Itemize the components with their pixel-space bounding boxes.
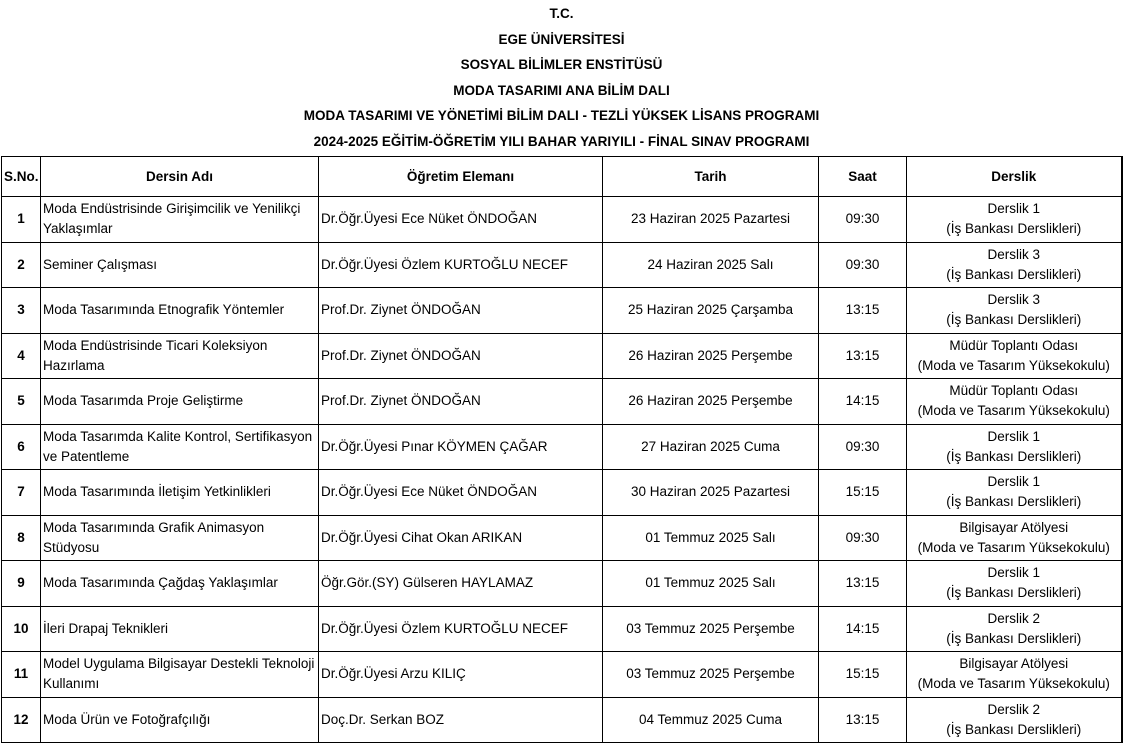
column-header-course: Dersin Adı xyxy=(41,157,319,197)
exam-date: 01 Temmuz 2025 Salı xyxy=(603,561,819,607)
table-row xyxy=(2,652,1122,698)
course-name: Moda Tasarımda Proje Geliştirme xyxy=(41,379,319,425)
table-header-row xyxy=(2,157,1122,197)
room-building: (İş Bankası Derslikleri) xyxy=(946,312,1082,328)
exam-date: 27 Haziran 2025 Cuma xyxy=(603,424,819,470)
row-number: 3 xyxy=(2,288,41,334)
room-building: (İş Bankası Derslikleri) xyxy=(946,585,1082,601)
exam-date: 04 Temmuz 2025 Cuma xyxy=(603,697,819,742)
instructor-name: Doç.Dr. Serkan BOZ xyxy=(319,697,603,742)
instructor-name: Dr.Öğr.Üyesi Cihat Okan ARIKAN xyxy=(319,515,603,561)
room-name: Derslik 2 xyxy=(987,610,1040,626)
exam-time: 09:30 xyxy=(819,424,907,470)
course-name: Model Uygulama Bilgisayar Destekli Teknoloji Kullanımı xyxy=(41,652,319,698)
row-number: 2 xyxy=(2,242,41,288)
room-name: Bilgisayar Atölyesi xyxy=(959,519,1069,535)
instructor-name: Dr.Öğr.Üyesi Ece Nüket ÖNDOĞAN xyxy=(319,470,603,516)
exam-room xyxy=(907,242,1122,288)
exam-time: 15:15 xyxy=(819,470,907,516)
row-number: 1 xyxy=(2,197,41,243)
course-name: Moda Tasarımında Etnografik Yöntemler xyxy=(41,288,319,334)
room-building: (Moda ve Tasarım Yüksekokulu) xyxy=(917,676,1110,692)
column-header-instructor: Öğretim Elemanı xyxy=(319,157,603,197)
instructor-name: Prof.Dr. Ziynet ÖNDOĞAN xyxy=(319,333,603,379)
exam-room xyxy=(907,606,1122,652)
room-building: (İş Bankası Derslikleri) xyxy=(946,221,1082,237)
row-number: 9 xyxy=(2,561,41,607)
exam-room xyxy=(907,288,1122,334)
header-line-department: MODA TASARIMI ANA BİLİM DALI xyxy=(453,82,670,98)
row-number: 8 xyxy=(2,515,41,561)
exam-room xyxy=(907,697,1122,742)
room-building: (İş Bankası Derslikleri) xyxy=(946,448,1082,464)
row-number: 4 xyxy=(2,333,41,379)
room-name: Derslik 2 xyxy=(987,701,1040,717)
instructor-name: Dr.Öğr.Üyesi Pınar KÖYMEN ÇAĞAR xyxy=(319,424,603,470)
exam-room xyxy=(907,424,1122,470)
exam-time: 09:30 xyxy=(819,197,907,243)
header-line-tc: T.C. xyxy=(549,6,574,21)
room-name: Bilgisayar Atölyesi xyxy=(959,656,1069,672)
exam-room xyxy=(907,197,1122,243)
exam-date: 25 Haziran 2025 Çarşamba xyxy=(603,288,819,334)
exam-room xyxy=(907,515,1122,561)
room-name: Müdür Toplantı Odası xyxy=(949,383,1079,399)
row-number: 6 xyxy=(2,424,41,470)
exam-date: 23 Haziran 2025 Pazartesi xyxy=(603,197,819,243)
table-row xyxy=(2,606,1122,652)
room-name: Derslik 1 xyxy=(987,474,1040,490)
exam-date: 26 Haziran 2025 Perşembe xyxy=(603,379,819,425)
course-name: Moda Tasarımda Kalite Kontrol, Sertifikasyon ve Patentleme xyxy=(41,424,319,470)
exam-time: 13:15 xyxy=(819,697,907,742)
exam-time: 15:15 xyxy=(819,652,907,698)
room-building: (İş Bankası Derslikleri) xyxy=(946,494,1082,510)
course-name: Moda Tasarımında Grafik Animasyon Stüdyosu xyxy=(41,515,319,561)
instructor-name: Prof.Dr. Ziynet ÖNDOĞAN xyxy=(319,288,603,334)
course-name: Moda Endüstrisinde Girişimcilik ve Yenilikçi Yaklaşımlar xyxy=(41,197,319,243)
column-header-time: Saat xyxy=(819,157,907,197)
room-building: (Moda ve Tasarım Yüksekokulu) xyxy=(917,539,1110,555)
header-line-term: 2024-2025 EĞİTİM-ÖĞRETİM YILI BAHAR YARIYILI - FİNAL SINAV PROGRAMI xyxy=(313,133,810,149)
exam-time: 14:15 xyxy=(819,606,907,652)
room-building: (İş Bankası Derslikleri) xyxy=(946,721,1082,737)
exam-time: 09:30 xyxy=(819,242,907,288)
room-building: (İş Bankası Derslikleri) xyxy=(946,630,1082,646)
course-name: Moda Endüstrisinde Ticari Koleksiyon Hazırlama xyxy=(41,333,319,379)
header-line-university: EGE ÜNİVERSİTESİ xyxy=(498,31,625,47)
instructor-name: Prof.Dr. Ziynet ÖNDOĞAN xyxy=(319,379,603,425)
table-row xyxy=(2,379,1122,425)
table-row xyxy=(2,288,1122,334)
instructor-name: Dr.Öğr.Üyesi Arzu KILIÇ xyxy=(319,652,603,698)
room-name: Müdür Toplantı Odası xyxy=(949,337,1079,353)
instructor-name: Dr.Öğr.Üyesi Özlem KURTOĞLU NECEF xyxy=(319,606,603,652)
exam-room xyxy=(907,561,1122,607)
instructor-name: Dr.Öğr.Üyesi Özlem KURTOĞLU NECEF xyxy=(319,242,603,288)
exam-time: 14:15 xyxy=(819,379,907,425)
table-row xyxy=(2,561,1122,607)
instructor-name: Dr.Öğr.Üyesi Ece Nüket ÖNDOĞAN xyxy=(319,197,603,243)
course-name: İleri Drapaj Teknikleri xyxy=(41,606,319,652)
room-name: Derslik 1 xyxy=(987,565,1040,581)
exam-time: 13:15 xyxy=(819,561,907,607)
exam-time: 13:15 xyxy=(819,333,907,379)
table-row xyxy=(2,424,1122,470)
header-line-institute: SOSYAL BİLİMLER ENSTİTÜSÜ xyxy=(460,57,663,72)
row-number: 7 xyxy=(2,470,41,516)
exam-date: 30 Haziran 2025 Pazartesi xyxy=(603,470,819,516)
header-line-program: MODA TASARIMI VE YÖNETİMİ BİLİM DALI - TEZLİ YÜKSEK LİSANS PROGRAMI xyxy=(303,108,820,123)
course-name: Moda Tasarımında Çağdaş Yaklaşımlar xyxy=(41,561,319,607)
room-building: (Moda ve Tasarım Yüksekokulu) xyxy=(917,357,1110,373)
room-building: (İş Bankası Derslikleri) xyxy=(946,266,1082,282)
room-name: Derslik 1 xyxy=(987,201,1040,217)
column-header-room: Derslik xyxy=(907,157,1122,197)
row-number: 12 xyxy=(2,697,41,742)
table-row xyxy=(2,515,1122,561)
column-header-sno: S.No. xyxy=(2,157,41,197)
room-name: Derslik 3 xyxy=(987,246,1040,262)
exam-schedule-table xyxy=(1,156,1123,743)
course-name: Seminer Çalışması xyxy=(41,242,319,288)
row-number: 11 xyxy=(2,652,41,698)
exam-date: 03 Temmuz 2025 Perşembe xyxy=(603,606,819,652)
exam-room xyxy=(907,470,1122,516)
exam-room xyxy=(907,652,1122,698)
course-name: Moda Tasarımında İletişim Yetkinlikleri xyxy=(41,470,319,516)
course-name: Moda Ürün ve Fotoğrafçılığı xyxy=(41,697,319,742)
exam-date: 03 Temmuz 2025 Perşembe xyxy=(603,652,819,698)
exam-room xyxy=(907,333,1122,379)
column-header-date: Tarih xyxy=(603,157,819,197)
row-number: 10 xyxy=(2,606,41,652)
table-row xyxy=(2,470,1122,516)
exam-room xyxy=(907,379,1122,425)
table-row xyxy=(2,697,1122,742)
room-name: Derslik 1 xyxy=(987,428,1040,444)
exam-time: 09:30 xyxy=(819,515,907,561)
table-row xyxy=(2,197,1122,243)
document-header xyxy=(0,1,1123,154)
row-number: 5 xyxy=(2,379,41,425)
instructor-name: Öğr.Gör.(SY) Gülseren HAYLAMAZ xyxy=(319,561,603,607)
exam-date: 24 Haziran 2025 Salı xyxy=(603,242,819,288)
room-name: Derslik 3 xyxy=(987,292,1040,308)
exam-time: 13:15 xyxy=(819,288,907,334)
room-building: (Moda ve Tasarım Yüksekokulu) xyxy=(917,403,1110,419)
exam-date: 26 Haziran 2025 Perşembe xyxy=(603,333,819,379)
exam-date: 01 Temmuz 2025 Salı xyxy=(603,515,819,561)
table-row xyxy=(2,242,1122,288)
table-row xyxy=(2,333,1122,379)
